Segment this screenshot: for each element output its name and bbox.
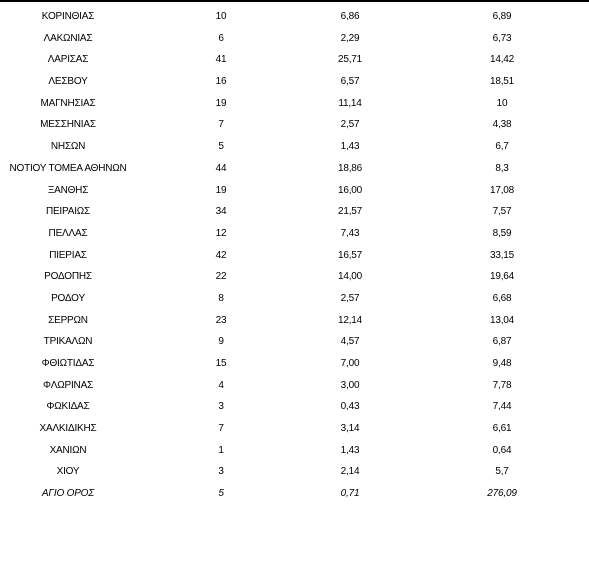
count-cell: 7	[218, 119, 224, 131]
value-cell: 6,7	[495, 141, 509, 153]
count-cell: 8	[218, 292, 224, 304]
region-name: ΜΕΣΣΗΝΙΑΣ	[40, 119, 96, 131]
value-cell: 14,42	[489, 54, 515, 66]
percent-cell: 25,71	[337, 54, 363, 66]
region-name: ΦΘΙΩΤΙΔΑΣ	[41, 358, 95, 369]
value-cell: 276,09	[487, 488, 517, 500]
region-name: ΑΓΙΟ ΟΡΟΣ	[41, 488, 95, 500]
count-cell: 16	[215, 76, 227, 88]
table-row	[0, 461, 589, 483]
table-row	[0, 396, 589, 418]
value-cell: 7,78	[492, 379, 512, 391]
table-row	[0, 28, 589, 50]
percent-cell: 11,14	[338, 97, 362, 109]
value-cell: 8,59	[492, 227, 512, 239]
value-cell: 6,89	[492, 11, 512, 22]
value-cell: 33,15	[489, 249, 515, 261]
value-cell: 10	[496, 97, 508, 109]
value-cell: 17,08	[489, 184, 515, 196]
region-name: ΧΑΝΙΩΝ	[49, 444, 87, 456]
value-cell: 8,3	[495, 162, 509, 174]
region-name: ΡΟΔΟΠΗΣ	[44, 271, 92, 283]
table-row	[0, 440, 589, 462]
region-name: ΤΡΙΚΑΛΩΝ	[43, 336, 93, 348]
table-row	[0, 288, 589, 310]
value-cell: 4,38	[492, 119, 512, 131]
region-name: ΛΑΚΩΝΙΑΣ	[43, 32, 93, 44]
value-cell: 6,68	[492, 292, 512, 304]
value-cell: 13,04	[489, 314, 515, 326]
percent-cell: 16,57	[337, 249, 363, 261]
percent-cell: 6,86	[340, 11, 360, 22]
count-cell: 19	[215, 184, 227, 196]
region-name: ΡΟΔΟΥ	[51, 292, 85, 304]
table-row	[0, 310, 589, 332]
region-name: ΧΙΟΥ	[56, 466, 80, 478]
percent-cell: 18,86	[337, 162, 363, 174]
count-cell: 22	[215, 271, 227, 283]
count-cell: 41	[215, 54, 227, 66]
table-row	[0, 418, 589, 440]
value-cell: 6,87	[492, 336, 512, 348]
count-cell: 19	[215, 97, 227, 109]
table-row	[0, 49, 589, 71]
percent-cell: 1,43	[340, 141, 360, 153]
percent-cell: 4,57	[340, 336, 360, 348]
table-row	[0, 6, 589, 28]
region-name: ΞΑΝΘΗΣ	[47, 184, 89, 196]
percent-cell: 21,57	[337, 206, 363, 218]
percent-cell: 7,00	[340, 358, 360, 369]
percent-cell: 2,29	[340, 32, 360, 44]
region-name: ΠΕΛΛΑΣ	[48, 227, 88, 239]
region-name: ΛΑΡΙΣΑΣ	[47, 54, 89, 66]
region-name: ΦΩΚΙΔΑΣ	[46, 401, 90, 413]
count-cell: 23	[215, 314, 227, 326]
count-cell: 42	[215, 249, 227, 261]
count-cell: 5	[218, 141, 224, 153]
count-cell: 4	[218, 379, 224, 391]
count-cell: 5	[218, 488, 224, 500]
value-cell: 6,61	[492, 423, 512, 435]
count-cell: 1	[218, 444, 224, 456]
value-cell: 18,51	[489, 76, 515, 88]
value-cell: 9,48	[492, 358, 512, 369]
table-row	[0, 158, 589, 180]
region-name: ΠΙΕΡΙΑΣ	[49, 249, 87, 261]
percent-cell: 6,57	[340, 76, 360, 88]
table-row	[0, 201, 589, 223]
table-row	[0, 266, 589, 288]
region-name: ΚΟΡΙΝΘΙΑΣ	[41, 11, 95, 22]
count-cell: 34	[215, 206, 227, 218]
table-row	[0, 375, 589, 397]
count-cell: 3	[218, 466, 224, 478]
region-name: ΠΕΙΡΑΙΩΣ	[45, 206, 91, 218]
count-cell: 44	[215, 162, 227, 174]
percent-cell: 0,71	[340, 488, 360, 500]
count-cell: 9	[218, 336, 224, 348]
region-name: ΝΗΣΩΝ	[50, 141, 86, 153]
top-rule	[0, 0, 589, 2]
value-cell: 6,73	[492, 32, 512, 44]
table-row	[0, 223, 589, 245]
value-cell: 7,57	[492, 206, 512, 218]
percent-cell: 0,43	[340, 401, 360, 413]
count-cell: 10	[215, 11, 227, 22]
count-cell: 12	[215, 227, 227, 239]
table-row	[0, 180, 589, 202]
table-row	[0, 245, 589, 267]
count-cell: 15	[215, 358, 227, 369]
percent-cell: 3,00	[340, 379, 360, 391]
percent-cell: 1,43	[340, 444, 360, 456]
region-name: ΛΕΣΒΟΥ	[48, 76, 88, 88]
region-name: ΜΑΓΝΗΣΙΑΣ	[40, 97, 96, 109]
percent-cell: 2,57	[340, 292, 360, 304]
table-row	[0, 353, 589, 375]
value-cell: 5,7	[495, 466, 509, 478]
region-name: ΝΟΤΙΟΥ ΤΟΜΕΑ ΑΘΗΝΩΝ	[9, 162, 127, 174]
table-row	[0, 93, 589, 115]
table-row	[0, 331, 589, 353]
percent-cell: 14,00	[337, 271, 363, 283]
percent-cell: 2,14	[340, 466, 360, 478]
value-cell: 0,64	[492, 444, 512, 456]
table-row	[0, 114, 589, 136]
value-cell: 19,64	[489, 271, 515, 283]
region-name: ΣΕΡΡΩΝ	[48, 314, 88, 326]
percent-cell: 16,00	[337, 184, 363, 196]
table-row	[0, 483, 589, 505]
region-name: ΦΛΩΡΙΝΑΣ	[42, 379, 94, 391]
value-cell: 7,44	[492, 401, 512, 413]
percent-cell: 7,43	[340, 227, 360, 239]
percent-cell: 12,14	[337, 314, 363, 326]
percent-cell: 3,14	[340, 423, 360, 435]
count-cell: 3	[218, 401, 224, 413]
percent-cell: 2,57	[340, 119, 360, 131]
table-row	[0, 71, 589, 93]
data-table	[0, 6, 589, 505]
table-row	[0, 136, 589, 158]
count-cell: 6	[218, 32, 224, 44]
region-name: ΧΑΛΚΙΔΙΚΗΣ	[39, 423, 97, 435]
count-cell: 7	[218, 423, 224, 435]
